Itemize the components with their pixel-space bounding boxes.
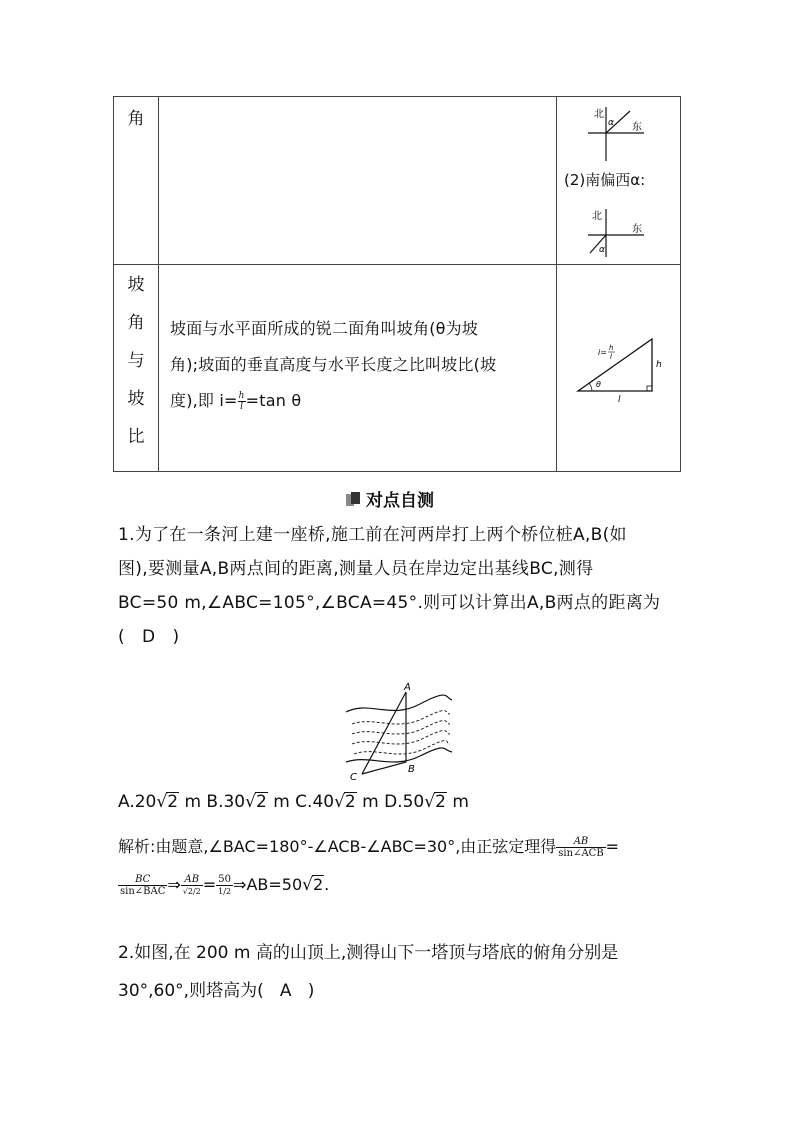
fraction-bc-sinbac [118,874,167,897]
fraction-denominator: √2/2 [182,887,201,896]
slope-description [170,311,546,419]
question-line: 图),要测量A,B两点间的距离,测量人员在岸边定出基线BC,测得 [118,559,594,579]
question-line: 2.如图,在 200 m 高的山顶上,测得山下一塔顶与塔底的俯角分别是 [118,943,619,963]
i-frac-den: l [610,353,612,361]
alpha-label: α [608,118,614,128]
option-text: C.40 [295,792,335,812]
l-label: l [618,395,621,403]
radicand: 2 [255,792,267,812]
radicand: 2 [344,792,356,812]
implies-arrow: ⇒ [167,875,181,894]
fraction-denominator: 1/2 [218,887,232,896]
radicand: 2 [435,792,446,812]
fraction-50-half [216,874,233,897]
fraction-ab-root2 [181,874,203,897]
question-line: 30°,60°,则塔高为( A ) [118,981,315,1001]
section-heading [346,486,434,511]
option-b [206,792,289,812]
option-text: B.30 [206,792,246,812]
fraction-numerator: h [238,391,245,401]
fraction-numerator: AB [181,874,203,886]
desc-line: 角);坡面的垂直高度与水平长度之比叫坡比(坡 [170,355,497,374]
analysis-line [118,868,678,906]
result-text: ⇒AB=50 [233,875,303,894]
section-icon [346,492,360,506]
row1-label: 角 [127,109,145,129]
row2-label-char: 比 [127,427,145,447]
point-A-label: A [404,682,411,693]
north-label: 北 [594,109,604,120]
table-col-divider [556,97,557,471]
row2-label-char: 坡 [127,275,145,295]
question-answer: ( D ) [118,627,180,647]
answer-options [118,792,469,812]
desc-text: 度),即 i= [170,391,238,410]
desc-line [170,383,546,419]
radical-sign: √ [424,792,436,812]
analysis [118,830,678,906]
question-2 [118,934,678,1010]
i-frac-num: h [609,344,614,352]
sub-item-label: (2)南偏西α: [564,171,646,189]
desc-text: =tan θ [245,391,302,410]
radical-sign: √ [245,792,256,812]
analysis-line [118,830,678,868]
river-bridge-figure [340,680,460,785]
radicand: 2 [312,875,324,894]
question-line: 1.为了在一条河上建一座桥,施工前在河两岸打上两个桥位桩A,B(如 [118,525,627,545]
east-label: 东 [632,224,642,235]
option-text: A.20 [118,792,157,812]
slope-diagram [574,333,666,403]
desc-line: 坡面与水平面所成的锐二面角叫坡角(θ为坡 [170,319,479,338]
table-col-divider [158,97,159,471]
question-1 [118,518,678,654]
option-text: m [179,792,202,812]
h-label: h [656,360,662,370]
radicand: 2 [167,792,179,812]
fraction-denominator: sin∠BAC [120,886,166,897]
option-text: m [356,792,379,812]
fraction-denominator: l [240,402,244,412]
option-text: m [446,792,469,812]
north-label: 北 [592,211,602,222]
concept-table [113,96,681,472]
row2-label [114,267,158,457]
i-label: i= [598,348,607,357]
fraction-ab-sinacb [556,836,605,859]
analysis-text: 解析:由题意,∠BAC=180°-∠ACB-∠ABC=30°,由正弦定理得 [118,837,557,856]
row2-label-char: 与 [127,351,145,371]
question-line: BC=50 m,∠ABC=105°,∠BCA=45°.则可以计算出A,B两点的距离为 [118,593,661,613]
option-c [295,792,379,812]
row2-label-char: 角 [127,313,145,333]
fraction-numerator: 50 [216,874,233,886]
direction-diagram-1 [584,103,654,165]
fraction-numerator: AB [556,836,605,848]
table-row-divider [114,264,680,265]
option-text: D.50 [384,792,425,812]
row2-label-char: 坡 [127,389,145,409]
option-text: m [267,792,290,812]
option-d [384,792,469,812]
point-C-label: C [350,772,357,783]
equals-sign: = [202,875,217,894]
section-title: 对点自测 [366,491,434,511]
direction-diagram-2 [584,205,654,259]
radical-sign: √ [156,792,168,812]
fraction-denominator: sin∠ACB [558,848,604,859]
radical-sign: √ [334,792,345,812]
alpha-label: α [599,245,605,255]
equals-sign: = [605,837,620,856]
slope-fraction [238,391,246,412]
radical-sign: √ [302,875,313,895]
east-label: 东 [632,122,642,133]
option-a [118,792,201,812]
theta-label: θ [596,380,601,389]
result-text: . [324,875,330,894]
fraction-numerator: BC [118,874,167,886]
point-B-label: B [408,764,415,775]
